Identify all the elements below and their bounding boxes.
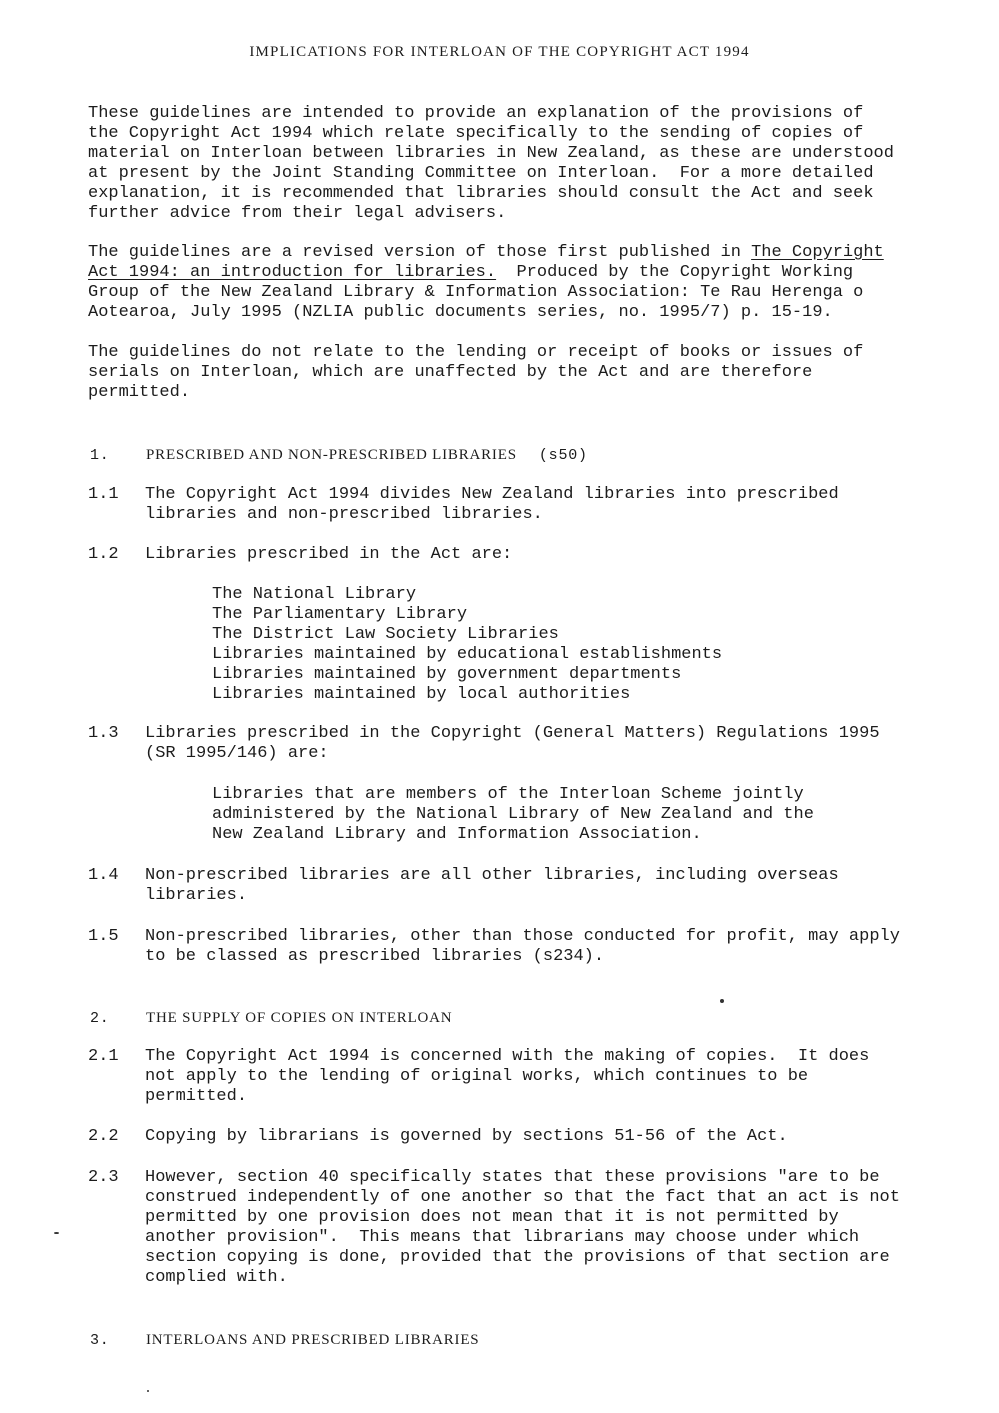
publication-title-line1: The Copyright <box>751 243 884 262</box>
scan-speck <box>54 1232 59 1234</box>
clause-number: 2.3 <box>88 1168 119 1187</box>
regulations-prescribed-text: Libraries that are members of the Interloan Scheme jointly administered by the National Library of New Zealand and the New Zealand Library and Information Association. <box>212 785 814 844</box>
clause-text: Non-prescribed libraries, other than those conducted for profit, may apply to be classed as prescribed libraries (s234). <box>145 927 900 966</box>
intro-paragraph-3: The guidelines do not relate to the lending or receipt of books or issues of serials on Interloan, which are unaffected by the Act and are therefore permitted. <box>88 343 864 402</box>
clause-number: 1.5 <box>88 927 119 946</box>
clause-number: 1.4 <box>88 866 119 885</box>
clause-text: Libraries prescribed in the Copyright (General Matters) Regulations 1995 (SR 1995/146) are: <box>145 724 880 763</box>
clause-text: Copying by librarians is governed by sections 51-56 of the Act. <box>145 1127 788 1146</box>
section-3-number: 3. <box>90 1332 110 1349</box>
prescribed-libraries-list: The National Library The Parliamentary Library The District Law Society Libraries Libraries maintained by educational establishments Libraries maintained by government departments Libraries maintained by local authorities <box>212 585 723 704</box>
section-1-title: PRESCRIBED AND NON-PRESCRIBED LIBRARIES <box>146 447 517 463</box>
clause-text: The Copyright Act 1994 divides New Zealand libraries into prescribed libraries and non-prescribed libraries. <box>145 485 839 524</box>
clause-text: Libraries prescribed in the Act are: <box>145 545 513 564</box>
section-3-title: INTERLOANS AND PRESCRIBED LIBRARIES <box>146 1332 480 1348</box>
clause-number: 1.1 <box>88 485 119 504</box>
section-2-number: 2. <box>90 1010 110 1027</box>
section-2-title: THE SUPPLY OF COPIES ON INTERLOAN <box>146 1010 453 1026</box>
section-1-reference: (s50) <box>538 447 588 464</box>
clause-number: 1.2 <box>88 545 119 564</box>
clause-number: 1.3 <box>88 724 119 743</box>
section-2-heading <box>90 1008 452 1029</box>
clause-text: The Copyright Act 1994 is concerned with the making of copies. It does not apply to the lending of original works, which continues to be permitted. <box>145 1047 870 1106</box>
clause-number: 2.1 <box>88 1047 119 1066</box>
clause-text: However, section 40 specifically states that these provisions "are to be construed independently of one another so that the fact that an act is not permitted by one provision does not mean that it is not permitted by another provision". This means that librarians may choose under which section copying is done, provided that the provisions of that section are complied with. <box>145 1168 900 1287</box>
publication-title-line2: Act 1994: an introduction for libraries. <box>88 263 497 282</box>
scan-speck <box>720 999 724 1003</box>
intro-paragraph-1: These guidelines are intended to provide an explanation of the provisions of the Copyright Act 1994 which relate specifically to the sending of copies of material on Interloan between libraries in New Zealand, as these are understood at present by the Joint Standing Committee on Interloan. For a more detailed explanation, it is recommended that libraries should consult the Act and seek further advice from their legal advisers. <box>88 104 894 223</box>
clause-text: Non-prescribed libraries are all other libraries, including overseas libraries. <box>145 866 839 905</box>
intro-paragraph-2 <box>88 243 968 323</box>
scan-speck <box>147 1390 149 1392</box>
intro-p2-after: Produced by the Copyright Working <box>496 263 854 282</box>
section-1-heading <box>90 445 588 466</box>
section-3-heading <box>90 1330 479 1351</box>
intro-p2-rest: Group of the New Zealand Library & Information Association: Te Rau Herenga o Aotearoa, July 1995 (NZLIA public documents series, no. 1995/7) p. 15-19. <box>88 283 864 322</box>
page-title: IMPLICATIONS FOR INTERLOAN OF THE COPYRIGHT ACT 1994 <box>249 44 750 60</box>
intro-p2-before: The guidelines are a revised version of those first published in <box>88 243 752 262</box>
section-1-number: 1. <box>90 447 110 464</box>
clause-number: 2.2 <box>88 1127 119 1146</box>
